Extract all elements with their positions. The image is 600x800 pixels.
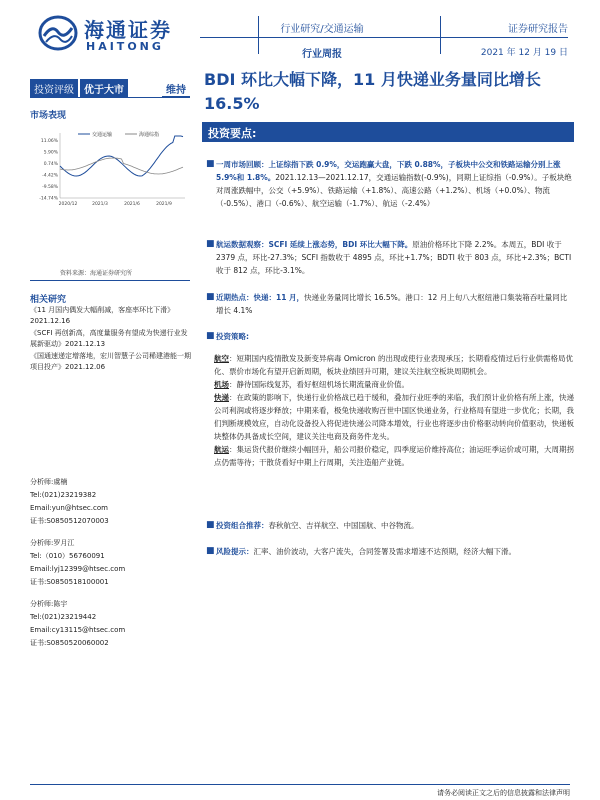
analyst-card — [30, 476, 195, 528]
rating-label: 投资评级 — [30, 79, 78, 97]
bullet-strategy — [206, 330, 574, 343]
bullet-hot-topics — [206, 291, 574, 317]
bullet-text: 2021.12.13—2021.12.17，交通运输指数(-0.9%)，同期上证综指（-0.9%）。子板块绝对周涨跌幅中，公交（+5.9%）、铁路运输（+1.8%）、高速公路（+1.2%）、机场（+0.0%）、物流（-0.5%）、港口（-0.6%）、航空运输（-1.7%）、航运（-2.4%） — [216, 173, 572, 208]
x-tick-label: 2020/12 — [58, 202, 78, 207]
header-industry — [262, 20, 382, 60]
strategy-shipping — [214, 443, 576, 469]
industry-label: 行业研究/交通运输 — [280, 24, 364, 35]
report-type: 行业周报 — [302, 49, 342, 60]
header-rule — [200, 37, 568, 38]
strategy-airport — [214, 378, 576, 391]
chart-legend — [78, 131, 159, 138]
report-label: 证券研究报告 — [508, 24, 568, 35]
bullet-lead: 一周市场回顾：上证综指下跌 0.9%，交运跑赢大盘，下跌 0.88%，子板块中公交和铁路运输分别上涨 5.9%和 1.8%。 — [216, 160, 561, 182]
analyst-cert: 证书:S0850518100001 — [30, 578, 109, 586]
rating-change: 维持 — [162, 79, 190, 97]
x-tick-label: 2021/3 — [92, 202, 108, 207]
page-footer — [0, 784, 600, 800]
bullet-icon: ■ — [206, 239, 215, 249]
bullet-market-review — [206, 158, 574, 210]
header-divider — [440, 16, 441, 54]
strategy-block — [214, 352, 576, 469]
bullet-text: 春秋航空、吉祥航空、中国国航、中谷物流。 — [268, 521, 419, 530]
analyst-name: 分析师:罗月江 — [30, 539, 75, 547]
bullet-lead: 近期热点：快递：11 月， — [216, 293, 305, 302]
series-transport-line — [60, 136, 183, 176]
strategy-express — [214, 391, 576, 443]
strategy-keyword: 航空 — [214, 354, 229, 363]
y-tick-label: -4.42% — [42, 173, 58, 179]
legend-series-1: 交通运输 — [92, 132, 113, 138]
haitong-logo — [38, 12, 188, 56]
y-tick-label: 0.74% — [43, 162, 58, 167]
analyst-cert: 证书:S0850520060002 — [30, 639, 109, 647]
strategy-keyword: 航运 — [214, 445, 229, 454]
bullet-icon: ■ — [206, 520, 215, 530]
report-header — [0, 0, 600, 64]
investment-rating — [30, 79, 190, 97]
bullet-lead: 航运数据观察：SCFI 延续上涨态势，BDI 环比大幅下降。 — [216, 240, 413, 249]
analyst-card — [30, 598, 195, 650]
market-performance-chart — [30, 128, 190, 208]
analyst-tel: Tel:(021)23219382 — [30, 491, 97, 499]
market-chart-svg — [30, 128, 190, 210]
bullet-text: 原油价格环比下降 2.2%。本周五，BDI 收于 2379 点，环比-27.3%；SCFI 指数收于 4895 点，环比+1.7%；BDTI 收于 803 点，环比+2.3%；BCTI 收于 812 点，环比-3.1%。 — [216, 240, 572, 275]
analyst-tel: Tel:（010）56760091 — [30, 552, 105, 560]
related-research-title: 相关研究 — [30, 295, 67, 305]
rating-value: 优于大市 — [80, 79, 128, 97]
strategy-text: ：短期国内疫情散发及新变异病毒 Omicron 的出现或使行业表现承压；长期看疫情过后行业供需格局优化、票价市场化有望开启新周期，板块业绩回升可期，建议关注航空板块周期机会。 — [214, 354, 573, 376]
y-tick-label: -9.58% — [42, 185, 58, 190]
strategy-text: ：静待国际线复苏，看好枢纽机场长期流量商业价值。 — [229, 380, 409, 389]
strategy-keyword: 快递 — [214, 393, 229, 402]
analyst-email[interactable]: Email:yun@htsec.com — [30, 504, 108, 512]
analyst-name: 分析师:陈宇 — [30, 600, 68, 608]
bullet-shipping-data — [206, 238, 574, 277]
rating-rule — [30, 97, 190, 98]
report-date: 2021 年 12 月 19 日 — [480, 48, 568, 58]
analyst-card — [30, 537, 195, 589]
x-tick-label: 2021/6 — [124, 202, 140, 207]
disclaimer-text: 请务必阅读正文之后的信息披露和法律声明 — [437, 789, 570, 797]
strategy-keyword: 机场 — [214, 380, 229, 389]
footer-rule — [30, 784, 570, 785]
related-item[interactable]: 《11 月国内偶发大幅削减，客座率环比下滑》2021.12.16 — [30, 306, 175, 325]
key-points-bar: 投资要点: — [202, 122, 574, 142]
chart-source: 资料来源：海通证券研究所 — [60, 270, 133, 277]
strategy-aviation — [214, 352, 576, 378]
y-tick-label: -14.74% — [39, 196, 58, 202]
header-meta — [448, 20, 568, 58]
strategy-text: ：在政策的影响下，快递行业价格战已趋于缓和，叠加行业旺季的来临，我们预计业价格有所上涨，快递公司利润或将逐步释放；中期来看，极兔快递收购百世中国区快递业务，行业格局有望进一步优化；长期，我们判断规模效应，自动化设备投入将促进快递公司降本增效，行业也将逐步由价格驱动转向价值驱动，快递板块整体仍具备成长空间，建议关注电商及商务件龙头。 — [214, 393, 574, 441]
market-performance-title: 市场表现 — [30, 111, 67, 121]
bullet-icon: ■ — [206, 292, 215, 302]
related-item[interactable]: 《SCFI 再创新高，高度量服务有望成为快递行业发展新驱动》2021.12.13 — [30, 329, 188, 348]
bullet-icon: ■ — [206, 546, 215, 556]
bullet-text: 快递业务量同比增长 16.5%。港口：12 月上旬八大枢纽港口集装箱吞吐量同比增长 4.1% — [216, 293, 568, 315]
bullet-lead: 风险提示： — [216, 547, 254, 556]
related-research-list — [30, 305, 194, 374]
x-tick-label: 2021/9 — [156, 202, 172, 207]
related-item[interactable]: 《国通速递定增落地，宏川智慧子公司稀建港能一期项目投产》2021.12.06 — [30, 352, 191, 371]
bullet-portfolio — [206, 519, 574, 532]
haitong-logo-icon — [38, 14, 78, 52]
analyst-list — [30, 476, 195, 659]
analyst-tel: Tel:(021)23219442 — [30, 613, 97, 621]
analyst-email[interactable]: Email:cy13115@htsec.com — [30, 626, 126, 634]
strategy-text: ：集运货代报价继续小幅回升，船公司报价稳定，四季度运价维持高位；油运旺季运价或可期，大周期拐点仍需等待；干散货看好中期上行周期，关注造船产业链。 — [214, 445, 574, 467]
bullet-lead: 投资组合推荐： — [216, 521, 269, 530]
source-rule — [30, 280, 190, 281]
y-tick-label: 5.90% — [43, 150, 58, 156]
bullet-icon: ■ — [206, 159, 215, 169]
analyst-email[interactable]: Email:lyj12399@htsec.com — [30, 565, 126, 573]
bullet-text: 汇率、油价波动，大客户流失，合同签署及需求增速不达预期，经济大幅下滑。 — [253, 547, 516, 556]
logo-text-en: HAITONG — [86, 40, 164, 53]
bullet-icon: ■ — [206, 331, 215, 341]
bullet-risk — [206, 545, 574, 558]
logo-text-cn: 海通证券 — [84, 18, 172, 42]
analyst-name: 分析师:虞楠 — [30, 478, 68, 486]
series-index-line — [60, 158, 183, 174]
legend-series-2: 海通综指 — [139, 132, 160, 138]
analyst-cert: 证书:S0850512070003 — [30, 517, 109, 525]
y-tick-label: 11.06% — [40, 139, 58, 144]
bullet-lead: 投资策略: — [216, 332, 249, 341]
report-title: BDI 环比大幅下降，11 月快递业务量同比增长 16.5% — [204, 70, 541, 113]
header-divider — [258, 16, 259, 54]
